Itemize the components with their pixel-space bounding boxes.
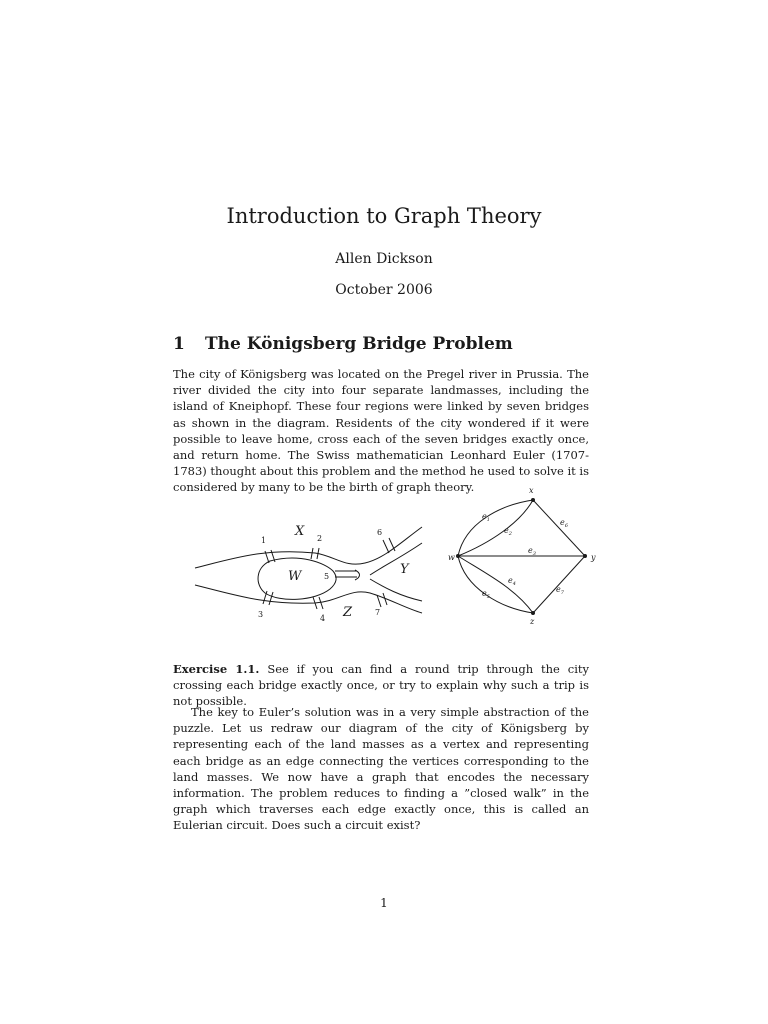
edge-label-e6: $e_6$	[560, 518, 568, 529]
region-label-y: Y	[400, 562, 409, 577]
edge-e1	[458, 500, 533, 556]
bridge-label-1: 1	[261, 536, 267, 545]
river-branch-upper	[370, 543, 422, 575]
vertex-y	[583, 554, 587, 558]
bridge-label-6: 6	[377, 528, 383, 537]
edge-label-e1: $e_1$	[482, 512, 490, 523]
bridge-label-7: 7	[375, 608, 381, 617]
section-number: 1	[173, 334, 185, 354]
konigsberg-graph-figure	[450, 483, 610, 628]
page-number: 1	[380, 896, 388, 910]
bridge-5	[335, 570, 360, 580]
edge-e6	[533, 500, 585, 556]
document-date: October 2006	[335, 282, 433, 298]
edge-label-e2: $e_2$	[504, 526, 512, 537]
vertex-label-x: x	[529, 486, 534, 495]
exercise-label: Exercise 1.1.	[173, 662, 260, 676]
vertex-label-y: y	[591, 553, 596, 562]
edge-e2	[458, 500, 533, 556]
section-title: The Königsberg Bridge Problem	[205, 334, 513, 354]
bridge-7	[377, 593, 387, 607]
vertex-label-w: w	[448, 553, 455, 562]
edge-label-e4: $e_4$	[508, 576, 516, 587]
exercise-paragraph	[173, 661, 589, 710]
document-author: Allen Dickson	[335, 251, 433, 267]
section-heading	[173, 334, 513, 354]
region-label-x: X	[295, 524, 305, 539]
vertex-x	[531, 498, 535, 502]
bridge-label-4: 4	[320, 614, 326, 623]
vertex-z	[531, 611, 535, 615]
bridge-label-5: 5	[324, 572, 330, 581]
vertex-label-z: z	[530, 617, 535, 626]
region-label-z: Z	[343, 605, 353, 620]
intro-paragraph: The city of Königsberg was located on the Pregel river in Prussia. The river divided the city into four separate landmasses, including the island of Kneiphopf. These four regions were linked by seven bridges as shown in the diagram. Residents of the city wondered if it were possible to leave home, cross each of the seven bridges exactly once, and return home. The Swiss mathematician Leonhard Euler (1707-1783) thought about this problem and the method he used to solve it is considered by many to be the birth of graph theory.	[173, 367, 589, 495]
konigsberg-map-figure	[185, 513, 430, 628]
bridge-6	[383, 538, 395, 553]
edge-label-e3: $e_3$	[528, 546, 536, 557]
exercise-text: See if you can find a round trip through the city crossing each bridge exactly once, or try to explain why such a trip is not possible.	[173, 662, 589, 709]
vertex-w	[456, 554, 460, 558]
edge-label-e5: $e_5$	[482, 589, 490, 600]
bridge-label-2: 2	[317, 534, 323, 543]
bridge-label-3: 3	[258, 610, 264, 619]
edge-e4	[458, 556, 533, 613]
region-label-w: W	[288, 569, 302, 584]
euler-paragraph: The key to Euler’s solution was in a very simple abstraction of the puzzle. Let us redraw our diagram of the city of Königsberg by representing each of the land masses as a vertex and representing each bridge as an edge connecting the vertices corresponding to the land masses. We now have a graph that encodes the necessary information. The problem reduces to finding a ”closed walk” in the graph which traverses each edge exactly once, this is called an Eulerian circuit. Does such a circuit exist?	[173, 705, 589, 833]
river-bank-top	[195, 527, 422, 568]
edge-label-e7: $e_7$	[556, 585, 564, 596]
edge-e5	[458, 556, 533, 613]
document-title: Introduction to Graph Theory	[226, 204, 542, 228]
